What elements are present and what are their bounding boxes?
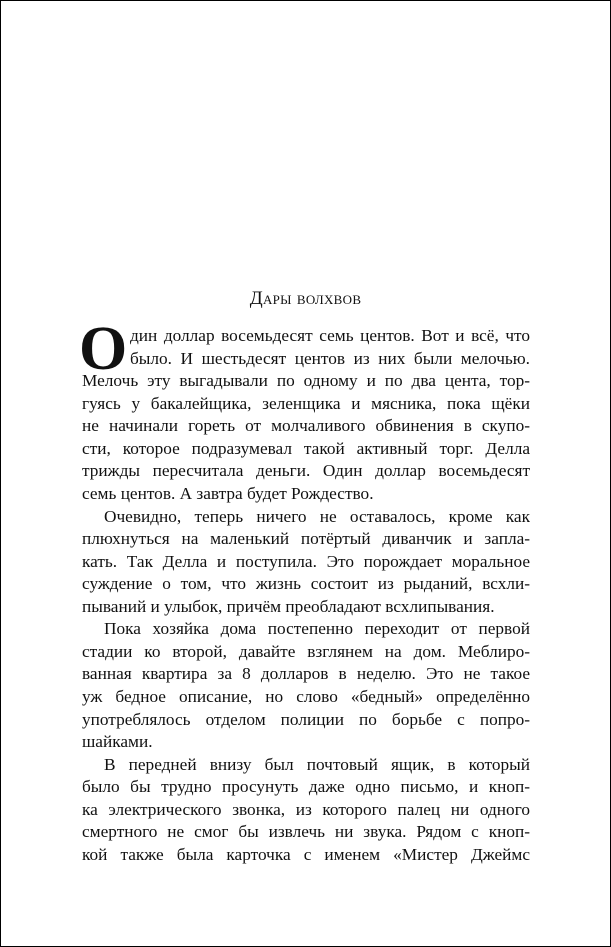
text-line: было. И шестьдесят центов из них были мелочью.: [130, 348, 530, 368]
text-line: Мелочь эту выгадывали по одному и по два цента, тор-: [82, 371, 530, 391]
text-line: плюхнуться на маленький потёртый диванчик и запла-: [82, 529, 530, 549]
text-line: кой также была карточка с именем «Мистер Джеймс: [82, 844, 530, 864]
text-line: употреблялось отделом полиции по борьбе с попро-: [82, 709, 530, 729]
text-line: стадии ко второй, давайте взглянем на дом. Меблиро-: [82, 641, 530, 661]
chapter-title: Дары волхвов: [249, 288, 362, 309]
text-line: шайками.: [82, 732, 153, 752]
text-line: дин доллар восемьдесят семь центов. Вот и всё, что: [130, 326, 530, 345]
text-line: уж бедное описание, но слово «бедный» определённо: [82, 687, 530, 706]
text-line: суждение о том, что жизнь состоит из рыданий, всхли-: [82, 574, 530, 594]
text-line: семь центов. А завтра будет Рождество.: [82, 483, 374, 503]
text-line: не начинали гореть от молчаливого обвинения в скупо-: [82, 416, 530, 436]
drop-cap: О: [79, 315, 128, 383]
text-line: гуясь у бакалейщика, зеленщика и мясника, пока щёки: [82, 393, 530, 413]
body-text: [79, 315, 530, 867]
text-line: смертного не смог бы извлечь ни звука. Рядом с кноп-: [82, 822, 530, 842]
text-line: трижды пересчитала деньги. Один доллар восемьдесят: [82, 461, 530, 481]
text-line: сти, которое подразумевал такой активный торг. Делла: [82, 438, 530, 458]
text-line: ванная квартира за 8 долларов в неделю. Это не такое: [82, 664, 530, 684]
text-line: Очевидно, теперь ничего не оставалось, кроме как: [104, 506, 530, 526]
text-line: было бы трудно просунуть даже одно письмо, и кноп-: [82, 777, 530, 797]
text-line: пываний и улыбок, причём преобладают всхлипывания.: [82, 596, 495, 616]
text-line: Пока хозяйка дома постепенно переходит от первой: [104, 619, 530, 639]
text-line: В передней внизу был почтовый ящик, в который: [104, 754, 530, 774]
text-line: ка электрического звонка, из которого палец ни одного: [82, 799, 530, 819]
text-line: кать. Так Делла и поступила. Это порождает моральное: [82, 551, 530, 571]
